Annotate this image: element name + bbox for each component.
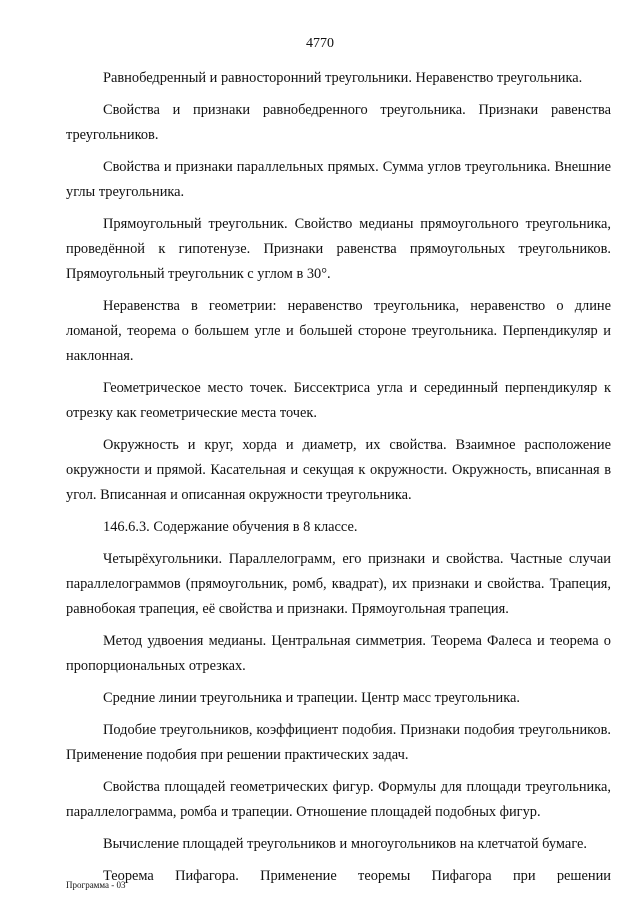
paragraph: Свойства площадей геометрических фигур. Формулы для площади треугольника, параллелограмма, ромба и трапеции. Отношение площадей подобных фигур. [66,779,611,820]
paragraph: Окружность и круг, хорда и диаметр, их свойства. Взаимное расположение окружности и прямой. Касательная и секущая к окружности. Окружность, вписанная в угол. Вписанная и описанная окружности треугольника. [66,437,611,503]
paragraph: Подобие треугольников, коэффициент подобия. Признаки подобия треугольников. Применение подобия при решении практических задач. [66,722,611,763]
footer-label: Программа - 03 [66,880,126,890]
paragraph: Вычисление площадей треугольников и многоугольников на клетчатой бумаге. [103,836,588,852]
paragraph-continued: Теорема Пифагора. Применение теоремы Пифагора при решении [103,868,611,884]
paragraph: Метод удвоения медианы. Центральная симметрия. Теорема Фалеса и теорема о пропорциональных отрезках. [66,633,611,674]
paragraph: Средние линии треугольника и трапеции. Центр масс треугольника. [103,690,521,706]
page-number: 4770 [306,36,334,51]
paragraph: Свойства и признаки параллельных прямых. Сумма углов треугольника. Внешние углы треугольника. [66,159,611,200]
paragraph: Свойства и признаки равнобедренного треугольника. Признаки равенства треугольников. [66,102,611,143]
paragraph: Прямоугольный треугольник. Свойство медианы прямоугольного треугольника, проведённой к гипотенузе. Признаки равенства прямоугольных треугольников. Прямоугольный треугольник с углом в 30°. [66,216,611,282]
paragraph: Равнобедренный и равносторонний треугольники. Неравенство треугольника. [103,70,583,86]
paragraph: Геометрическое место точек. Биссектриса угла и серединный перпендикуляр к отрезку как геометрические места точек. [66,380,611,421]
paragraph: Неравенства в геометрии: неравенство треугольника, неравенство о длине ломаной, теорема о большем угле и большей стороне треугольника. Перпендикуляр и наклонная. [66,298,611,364]
document-body [66,66,611,896]
paragraph: Четырёхугольники. Параллелограмм, его признаки и свойства. Частные случаи параллелограммов (прямоугольник, ромб, квадрат), их признаки и свойства. Трапеция, равнобокая трапеция, её свойства и признаки. Прямоугольная трапеция. [66,551,611,617]
section-heading: 146.6.3. Содержание обучения в 8 классе. [103,519,358,535]
